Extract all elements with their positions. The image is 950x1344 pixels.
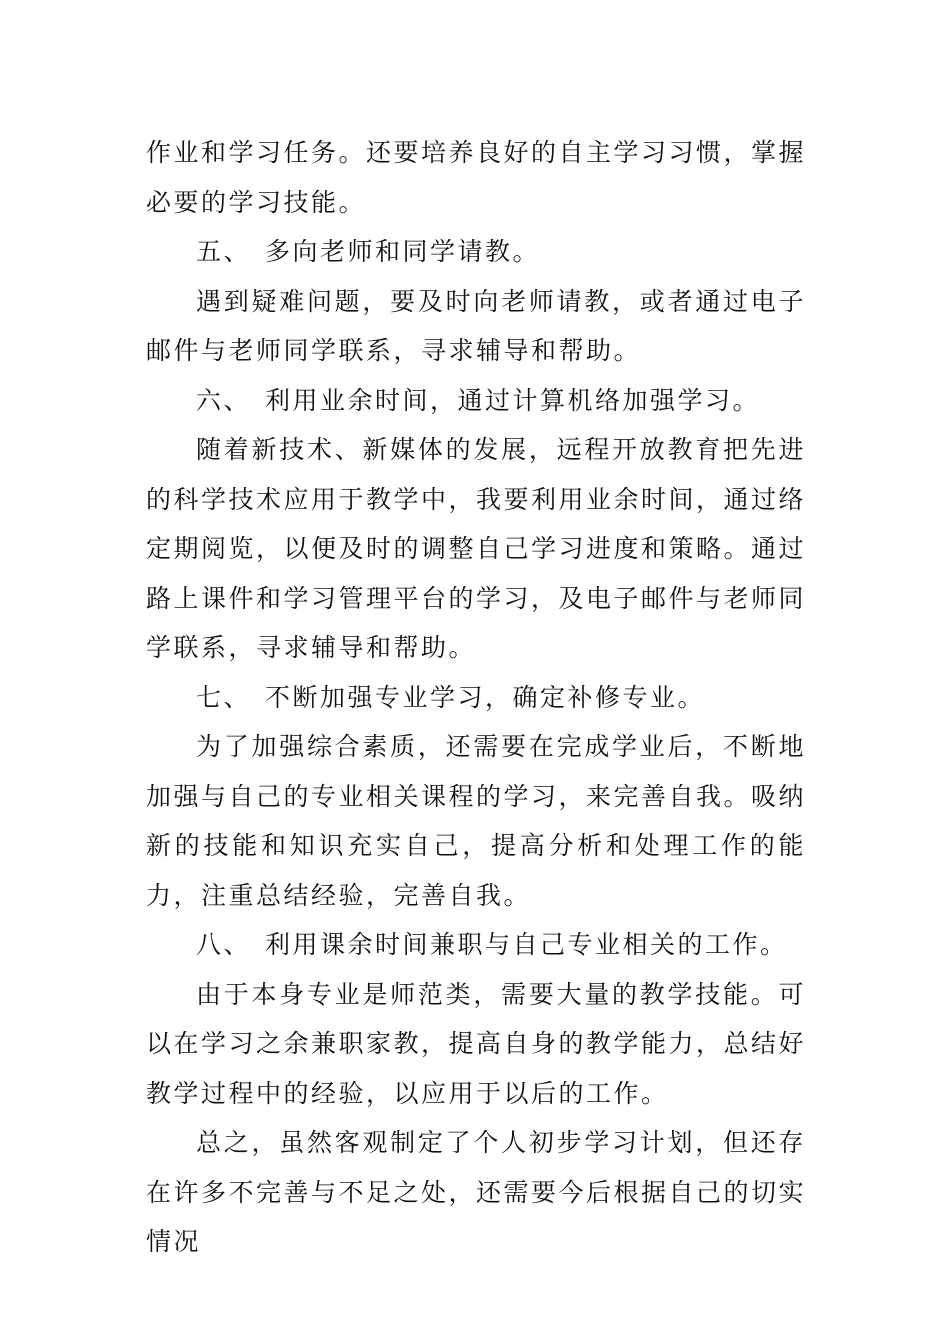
section-heading-6 <box>146 376 806 426</box>
section-number: 八、 <box>196 930 252 959</box>
paragraph: 由于本身专业是师范类，需要大量的教学技能。可以在学习之余兼职家教，提高自身的教学能力，总结好教学过程中的经验，以应用于以后的工作。 <box>146 979 807 1108</box>
section-heading-7 <box>146 673 806 723</box>
section-number: 七、 <box>196 682 252 712</box>
section-heading-8 <box>146 920 806 970</box>
paragraph: 遇到疑难问题，要及时向老师请教，或者通过电子邮件与老师同学联系，寻求辅导和帮助。 <box>146 286 806 365</box>
section-number: 六、 <box>196 385 252 415</box>
paragraph: 随着新技术、新媒体的发展，远程开放教育把先进的科学技术应用于教学中，我要利用业余时间，通过络定期阅览，以便及时的调整自己学习进度和策略。通过路上课件和学习管理平台的学习，及电子邮件与老师同学联系，寻求辅导和帮助。 <box>146 435 807 662</box>
section-title: 多向老师和同学请教。 <box>265 237 541 266</box>
section-title: 不断加强专业学习，确定补修专业。 <box>265 682 706 712</box>
document-body <box>146 128 806 1267</box>
section-number: 五、 <box>196 237 252 266</box>
paragraph: 为了加强综合素质，还需要在完成学业后，不断地加强与自己的专业相关课程的学习，来完善自我。吸纳新的技能和知识充实自己，提高分析和处理工作的能力，注重总结经验，完善自我。 <box>146 732 807 910</box>
paragraph-continued: 作业和学习任务。还要培养良好的自主学习习惯，掌握必要的学习技能。 <box>146 138 807 217</box>
paragraph-conclusion: 总之，虽然客观制定了个人初步学习计划，但还存在许多不完善与不足之处，还需要今后根据自己的切实情况 <box>146 1128 807 1256</box>
section-title: 利用课余时间兼职与自己专业相关的工作。 <box>265 930 788 959</box>
section-title: 利用业余时间，通过计算机络加强学习。 <box>265 385 761 415</box>
section-heading-5 <box>146 227 806 277</box>
